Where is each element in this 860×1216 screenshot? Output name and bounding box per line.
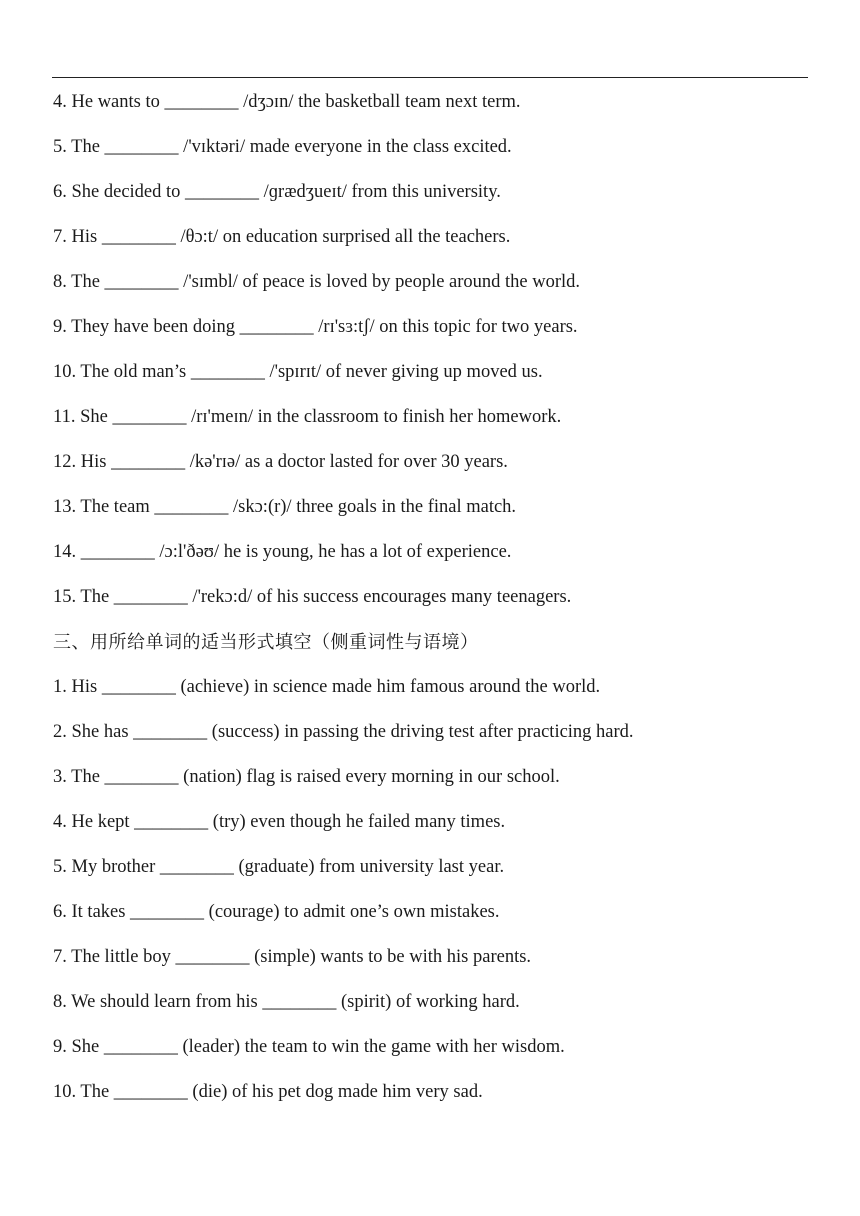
exercise-item-3-1: 1. His ________ (achieve) in science made him famous around the world. (53, 677, 601, 697)
exercise-item-3-9: 9. She ________ (leader) the team to win the game with her wisdom. (53, 1037, 565, 1057)
exercise-item-2-10: 10. The old man’s ________ /'spɪrɪt/ of never giving up moved us. (53, 362, 543, 382)
section-3-heading: 三、用所给单词的适当形式填空（侧重词性与语境） (53, 632, 479, 653)
exercise-item-3-6: 6. It takes ________ (courage) to admit one’s own mistakes. (53, 902, 500, 922)
worksheet-body (53, 80, 843, 1115)
exercise-item-2-14: 14. ________ /ɔ:l'ðəʊ/ he is young, he has a lot of experience. (53, 542, 512, 562)
exercise-item-2-6: 6. She decided to ________ /ɡrædʒueɪt/ from this university. (53, 182, 501, 202)
exercise-item-2-4: 4. He wants to ________ /dʒɔɪn/ the basketball team next term. (53, 92, 521, 112)
exercise-item-3-5: 5. My brother ________ (graduate) from university last year. (53, 857, 505, 877)
exercise-item-2-8: 8. The ________ /'sɪmbl/ of peace is loved by people around the world. (53, 272, 581, 292)
exercise-item-2-13: 13. The team ________ /skɔ:(r)/ three goals in the final match. (53, 497, 517, 517)
exercise-item-2-7: 7. His ________ /θɔ:t/ on education surprised all the teachers. (53, 227, 511, 247)
header-divider (52, 77, 808, 78)
exercise-item-3-3: 3. The ________ (nation) flag is raised every morning in our school. (53, 767, 560, 787)
exercise-item-2-11: 11. She ________ /rɪ'meɪn/ in the classroom to finish her homework. (53, 407, 562, 427)
exercise-item-2-15: 15. The ________ /'rekɔ:d/ of his success encourages many teenagers. (53, 587, 572, 607)
exercise-item-3-7: 7. The little boy ________ (simple) wants to be with his parents. (53, 947, 532, 967)
exercise-item-2-5: 5. The ________ /'vɪktəri/ made everyone in the class excited. (53, 137, 512, 157)
exercise-item-3-8: 8. We should learn from his ________ (spirit) of working hard. (53, 992, 520, 1012)
exercise-item-3-2: 2. She has ________ (success) in passing the driving test after practicing hard. (53, 722, 634, 742)
exercise-item-3-10: 10. The ________ (die) of his pet dog made him very sad. (53, 1082, 483, 1102)
exercise-item-3-4: 4. He kept ________ (try) even though he failed many times. (53, 812, 506, 832)
exercise-item-2-9: 9. They have been doing ________ /rɪ'sɜ:tʃ/ on this topic for two years. (53, 317, 578, 337)
exercise-item-2-12: 12. His ________ /kə'rɪə/ as a doctor lasted for over 30 years. (53, 452, 508, 472)
